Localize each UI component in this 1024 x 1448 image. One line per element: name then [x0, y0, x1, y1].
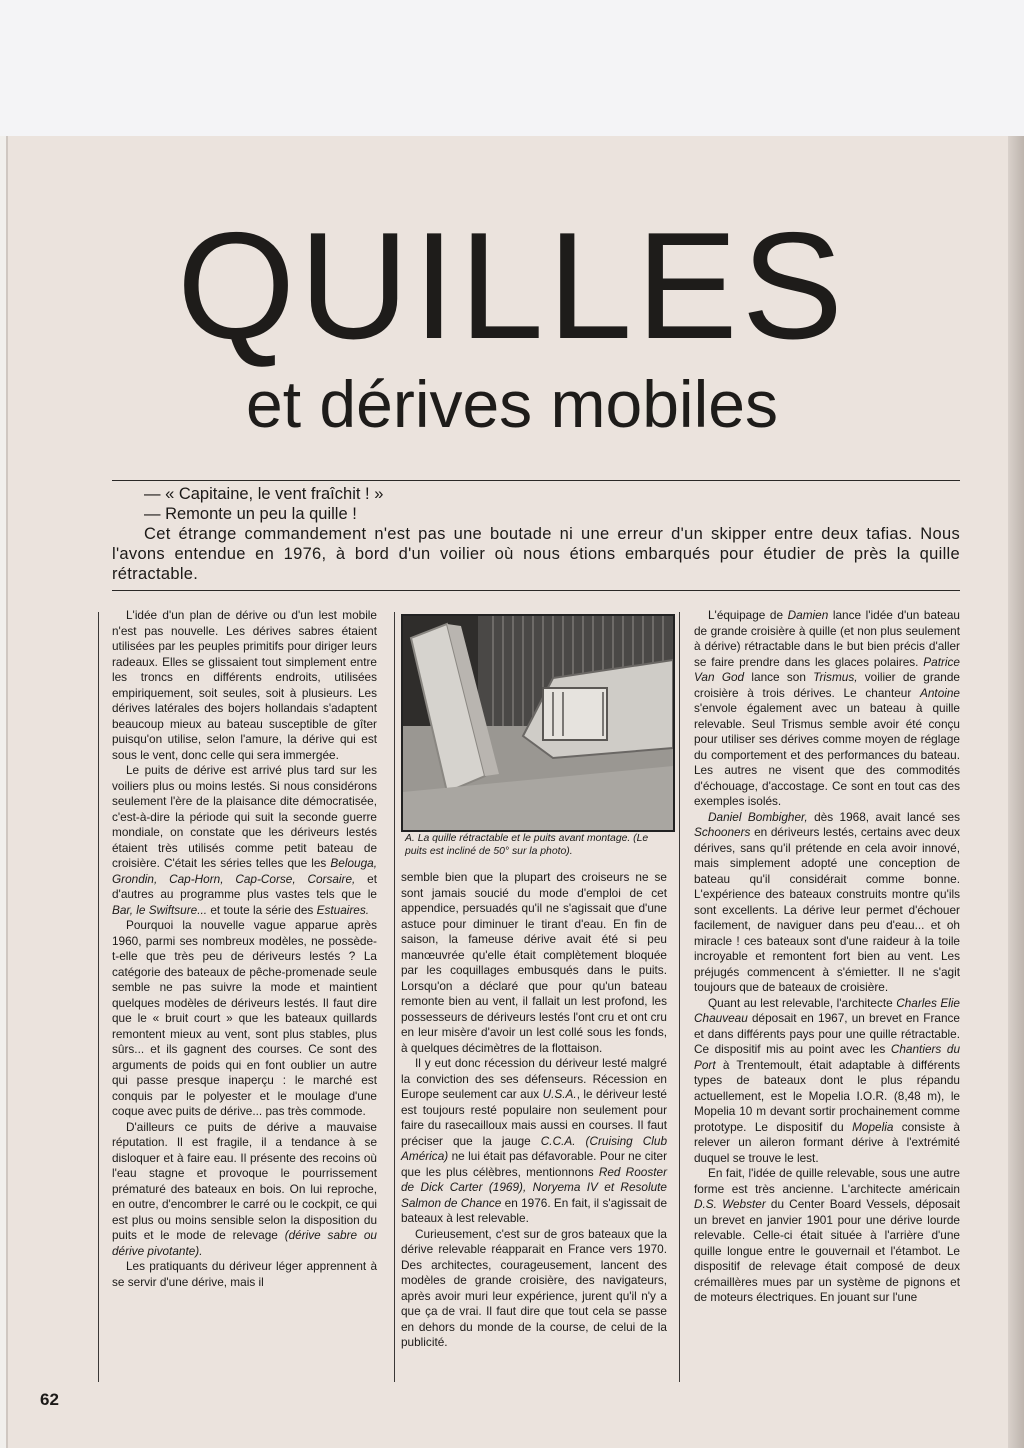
col2-paragraph-1: semble bien que la plupart des croiseurs ne se sont jamais soucié du mode d'emploi de cet appendice, persuadés qu'il ne s'agissait que d'une astuce pour diminuer le tirant d'eau. En fin de saison, la fameuse dérive avait été si peu manœuvrée qu'elle était complètement bloquée par les coquillages embusqués dans le puits. Lorsqu'on a déclaré que pour qu'un bateau remonte bien au vent, il fallait un lest profond, les possesseurs de dériveurs lestés l'ont cru et ont cru en leur misère d'avoir un lest collé sous les fonds, à quelques décimètres de la flottaison.: [401, 870, 667, 1055]
col2-paragraph-2: Il y eut donc récession du dériveur lesté malgré la conviction des ses défenseurs. Récession en Europe seulement car aux U.S.A., le dériveur lesté est toujours resté populaire non seulement pour faire du rasecailloux mais aussi en courses. Il faut préciser que la jauge C.C.A. (Cruising Club América) ne lui était pas défavorable. Pour ne citer que les plus célèbres, mentionnons Red Rooster de Dick Carter (1969), Noryema IV et Resolute Salmon de Chance en 1976. En fait, il s'agissait de bateaux à lest relevable.: [401, 1056, 668, 1225]
intro-block: [112, 484, 960, 584]
col1-paragraph-5: Les pratiquants du dériveur léger apprennent à se servir d'une dérive, mais il: [112, 1259, 377, 1289]
column-divider-1: [394, 612, 395, 1382]
col1-paragraph-4: D'ailleurs ce puits de dérive a mauvaise réputation. Il est fragile, il a tendance à se disloquer et à faire eau. Il présente des recoins où l'eau stagne et provoque le pourrissement prématuré des bateaux en bois. On lui reproche, en outre, d'encombrer le carré ou le cockpit, ce qui est plus ou moins sensible selon la disposition du puits et le mode de relevage (dérive sabre ou dérive pivotante).: [112, 1119, 377, 1258]
column-3: [694, 608, 960, 1306]
scan-background: [0, 0, 1024, 136]
col3-paragraph-2: Daniel Bombigher, dès 1968, avait lancé ses Schooners en dériveurs lestés, certains avec deux dérives, sans qu'il prétende en cela avoir innové, mais simplement adopté une conception de bateau qu'il considérait comme bonne. L'expérience des bateaux construits montre qu'ils sont excellents. La dérive leur permet d'échouer facilement, de naviguer dans peu d'eau... et oh miracle ! ces bateaux sont d'une raideur à la toile incroyable et remontent fort bien au vent. Les préjugés commencent à s'émietter. Il ne s'agit toujours que de bateaux de croisière.: [694, 809, 960, 994]
intro-lead: Cet étrange commandement n'est pas une boutade ni une erreur d'un skipper entre deux tafias. Nous l'avons entendue en 1976, à bord d'un voilier où nous étions embarqués pour étudier de près la quille rétractable.: [112, 525, 960, 583]
photo-caption: A. La quille rétractable et le puits avant montage. (Le puits est incliné de 50° sur la photo).: [405, 833, 649, 857]
column-2: [401, 870, 667, 1351]
article-subtitle: et dérives mobiles: [246, 367, 778, 441]
col3-paragraph-4: En fait, l'idée de quille relevable, sous une autre forme est très ancienne. L'architecte américain D.S. Webster du Center Board Vessels, déposait un brevet en janvier 1901 pour une dérive lourde relevable. Celle-ci était située à l'arrière d'une quille longue entre le gouvernail et l'étambot. Le dispositif de relevage était composé de deux crémaillères mues par un système de pignons et de moteurs électriques. En jouant sur l'une: [694, 1166, 960, 1304]
col3-paragraph-3: Quant au lest relevable, l'architecte Charles Elie Chauveau déposait en 1967, un brevet en France et dans différents pays pour une quille rétractable. Ce dispositif mis au point avec les Chantiers du Port à Trentemoult, était adaptable à différents types de bateaux dont le plus répandu actuellement, est le Mopelia I.O.R. (8,48 m), le Mopelia 10 m devant sortir prochainement comme prototype. Le dispositif du Mopelia consiste à relever un aileron formant dérive à l'extrémité duquel se trouve le lest.: [694, 995, 960, 1165]
column-1: [112, 608, 377, 1290]
col1-paragraph-2: Le puits de dérive est arrivé plus tard sur les voiliers plus ou moins lestés. Si nous considérons seulement l'ère de la plaisance dite démocratisée, c'est-à-dire la période qui suit la seconde guerre mondiale, on constate que les dériveurs lestés étaient très utilisés comme petit bateau de croisière. C'était les séries telles que les Belouga, Grondin, Cap-Horn, Cap-Corse, Corsaire, et d'autres au programme plus vastes tels que le Bar, le Swiftsure... et toute la série des Estuaires.: [112, 763, 377, 917]
keel-photo: [401, 614, 675, 832]
intro-bottom-rule: [112, 590, 960, 591]
article-title: QUILLES: [176, 201, 848, 371]
intro-dialogue-1: — « Capitaine, le vent fraîchit ! »: [144, 485, 384, 503]
col3-paragraph-1: L'équipage de Damien lance l'idée d'un bateau de grande croisière à quille (et non plus seulement à dérive) rétractable dans le but bien précis d'aller se faire prendre dans les glaces polaires. Patrice Van God lance son Trismus, voilier de grande croisière à trois dérives. Le chanteur Antoine s'envole également avec un bateau à quille relevable. Seul Trismus semble avoir été conçu pour utiliser ses dérives comme moyen de réglage du comportement et des performances du bateau. Les autres ne visent que des commodités d'échouage, d'accostage. Ce sont en tout cas des exemples isolés.: [694, 608, 960, 808]
page-number: 62: [40, 1390, 59, 1409]
intro-dialogue-2: — Remonte un peu la quille !: [144, 505, 357, 523]
keel-photo-image: [403, 616, 673, 830]
col1-paragraph-3: Pourquoi la nouvelle vague apparue après 1960, parmi ses nombreux modèles, ne possède-t-elle que très peu de dériveurs lestés ? La catégorie des bateaux de pêche-promenade seule semble ne pas suivre la mode et maintient quelques modèles de dériveurs lestés. Il faut dire que le « bruit court » que les bateaux quillards remontent mieux au vent, sont plus stables, plus sûrs... et ils gagnent des courses. Ce sont des arguments de poids qui en font oublier un autre qui passe presque inaperçu : le marché est conquis par le polyester et le moulage d'une coque avec puits de dérive... pas très commode.: [112, 918, 377, 1118]
col2-paragraph-3: Curieusement, c'est sur de gros bateaux que la dérive relevable réapparait en France vers 1970. Des architectes, courageusement, lancent des modèles de grande croisière, des navigateurs, après avoir muri leur expérience, jurent qu'il n'y a que ça de vrai. Il faut dire que tout cela se passe en dehors du monde de la course, de celui de la publicité.: [401, 1226, 667, 1349]
column-divider-2: [679, 612, 680, 1382]
column-left-border: [98, 612, 99, 1382]
col1-paragraph-1: L'idée d'un plan de dérive ou d'un lest mobile n'est pas nouvelle. Les dérives sabres étaient utilisées par les peuples primitifs pour diriger leurs radeaux. Elles se glissaient tout simplement entre les troncs en différents endroits, utilisées empiriquement, soit seules, soit à plusieurs. Les dérives latérales des bojers hollandais s'adaptent beaucoup mieux au bateau susceptible de gîter puisqu'on utilise, selon l'amure, la dérive qui est sous le vent, donc celle qui sera immergée.: [112, 608, 377, 762]
top-rule: [112, 480, 960, 481]
